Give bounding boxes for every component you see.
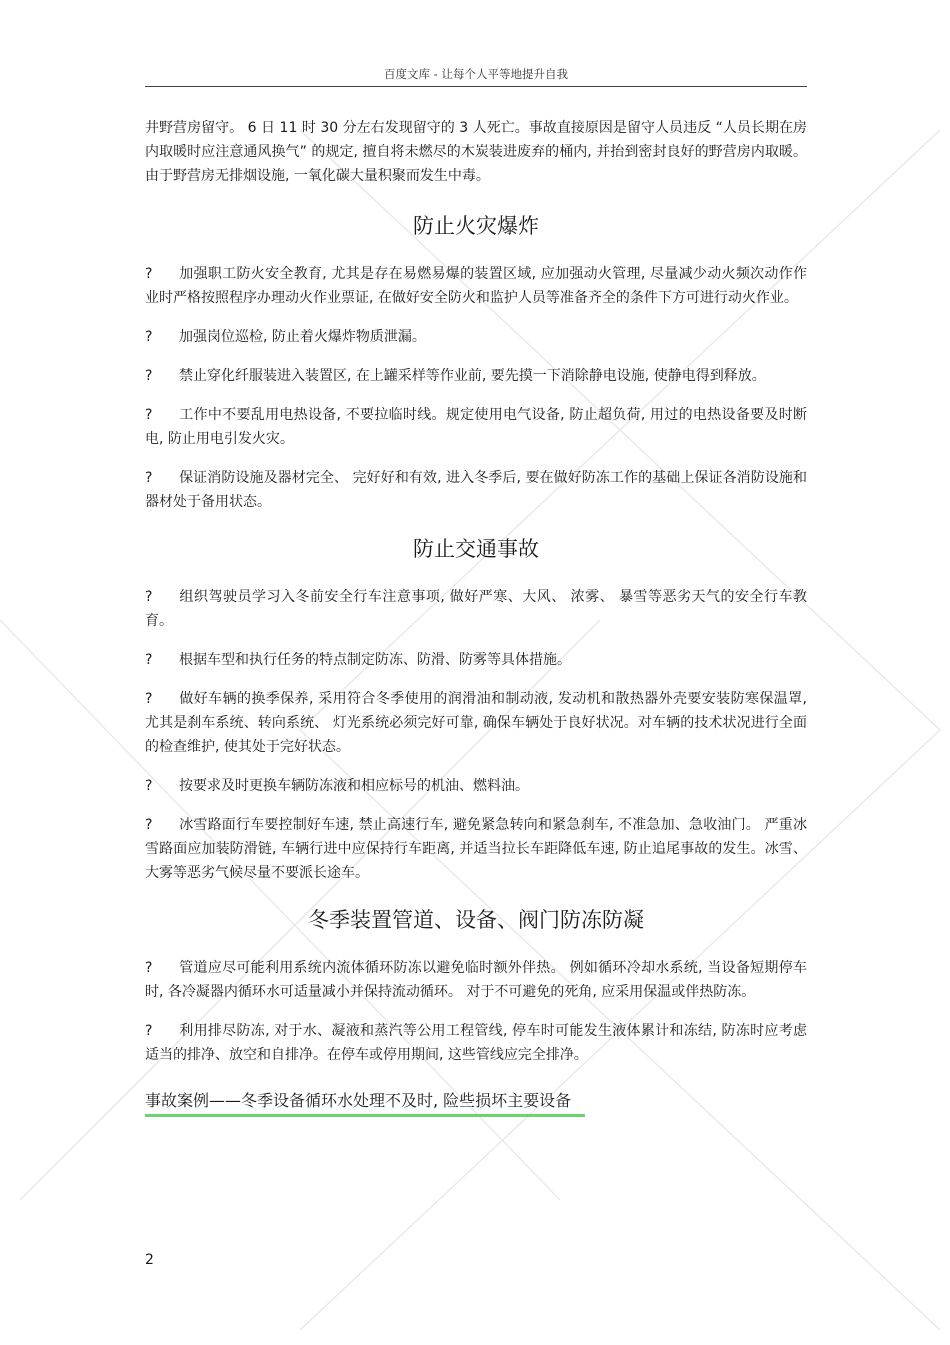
list-item-text: 加强岗位巡检, 防止着火爆炸物质泄漏。 (179, 329, 426, 345)
bullet-mark: ? (145, 691, 153, 707)
list-item (145, 325, 807, 349)
bullet-mark: ? (145, 589, 153, 605)
bullet-mark: ? (145, 652, 153, 668)
header-divider (145, 86, 807, 87)
list-item-text: 做好车辆的换季保养, 采用符合冬季使用的润滑油和制动液, 发动机和散热器外壳要安装防寒保温罩, 尤其是刹车系统、转向系统、 灯光系统必须完好可靠, 确保车辆处于良好状况。对车辆的技术状况进行全面的检查维护, 使其处于完好状态。 (145, 691, 807, 755)
list-item-text: 管道应尽可能利用系统内流体循环防冻以避免临时额外伴热。 例如循环冷却水系统, 当设备短期停车时, 各冷凝器内循环水可适量减小并保持流动循环。 对于不可避免的死角, 应采用保温或伴热防冻。 (145, 960, 807, 1000)
list-item-text: 按要求及时更换车辆防冻液和相应标号的机油、燃料油。 (179, 778, 529, 794)
list-item (145, 813, 807, 885)
bullet-mark: ? (145, 407, 153, 423)
page-header: 百度文库 - 让每个人平等地提升自我 (384, 67, 568, 81)
list-item (145, 687, 807, 759)
list-item (145, 364, 807, 388)
bullet-mark: ? (145, 960, 153, 976)
list-item-text: 组织驾驶员学习入冬前安全行车注意事项, 做好严寒、大风、 浓雾、 暴雪等恶劣天气的安全行车教育。 (145, 589, 807, 629)
section-antifreeze (145, 900, 807, 1067)
list-item (145, 403, 807, 451)
list-item (145, 585, 807, 633)
section-traffic-safety (145, 529, 807, 885)
list-item (145, 774, 807, 798)
section-title: 防止火灾爆炸 (413, 214, 539, 238)
bullet-mark: ? (145, 470, 153, 486)
bullet-mark: ? (145, 266, 153, 282)
list-item (145, 648, 807, 672)
list-item (145, 956, 807, 1004)
bullet-mark: ? (145, 778, 153, 794)
bullet-mark: ? (145, 368, 153, 384)
list-item (145, 1019, 807, 1067)
bullet-mark: ? (145, 817, 153, 833)
list-item-text: 冰雪路面行车要控制好车速, 禁止高速行车, 避免紧急转向和紧急刹车, 不准急加、急收油门。 严重冰雪路面应加装防滑链, 车辆行进中应保持行车距离, 并适当拉长车距降低车速, 防止追尾事故的发生。冰雪、大雾等恶劣气候尽量不要派长途车。 (145, 817, 807, 881)
case-study-title: 事故案例——冬季设备循环水处理不及时, 险些损坏主要设备 (145, 1088, 585, 1117)
section-title: 防止交通事故 (413, 537, 539, 561)
list-item-text: 根据车型和执行任务的特点制定防冻、防滑、防雾等具体措施。 (179, 652, 571, 668)
list-item-text: 工作中不要乱用电热设备, 不要拉临时线。规定使用电气设备, 防止超负荷, 用过的电热设备要及时断电, 防止用电引发火灾。 (145, 407, 807, 447)
intro-paragraph: 井野营房留守。 6 日 11 时 30 分左右发现留守的 3 人死亡。事故直接原因是留守人员违反 “人员长期在房内取暖时应注意通风换气” 的规定, 擅自将未燃尽的木炭装进废弃的桶内, 并抬到密封良好的野营房内取暖。由于野营房无排烟设施, 一氧化碳大量积聚而发生中毒。 (145, 120, 807, 184)
page-number: 2 (145, 1252, 154, 1268)
section-fire-prevention (145, 206, 807, 514)
list-item-text: 利用排尽防冻, 对于水、凝液和蒸汽等公用工程管线, 停车时可能发生液体累计和冻结, 防冻时应考虑适当的排净、放空和自排净。在停车或停用期间, 这些管线应完全排净。 (145, 1023, 807, 1063)
document-body (145, 116, 807, 1117)
list-item (145, 466, 807, 514)
bullet-mark: ? (145, 1023, 153, 1039)
list-item-text: 禁止穿化纤服装进入装置区, 在上罐采样等作业前, 要先摸一下消除静电设施, 使静电得到释放。 (179, 368, 766, 384)
bullet-mark: ? (145, 329, 153, 345)
section-title: 冬季装置管道、设备、阀门防冻防凝 (308, 908, 644, 932)
list-item-text: 加强职工防火安全教育, 尤其是存在易燃易爆的装置区域, 应加强动火管理, 尽量减少动火频次动作作业时严格按照程序办理动火作业票证, 在做好安全防火和监护人员等准备齐全的条件下方可进行动火作业。 (145, 266, 807, 306)
list-item (145, 262, 807, 310)
list-item-text: 保证消防设施及器材完全、 完好好和有效, 进入冬季后, 要在做好防冻工作的基础上保证各消防设施和器材处于备用状态。 (145, 470, 807, 510)
